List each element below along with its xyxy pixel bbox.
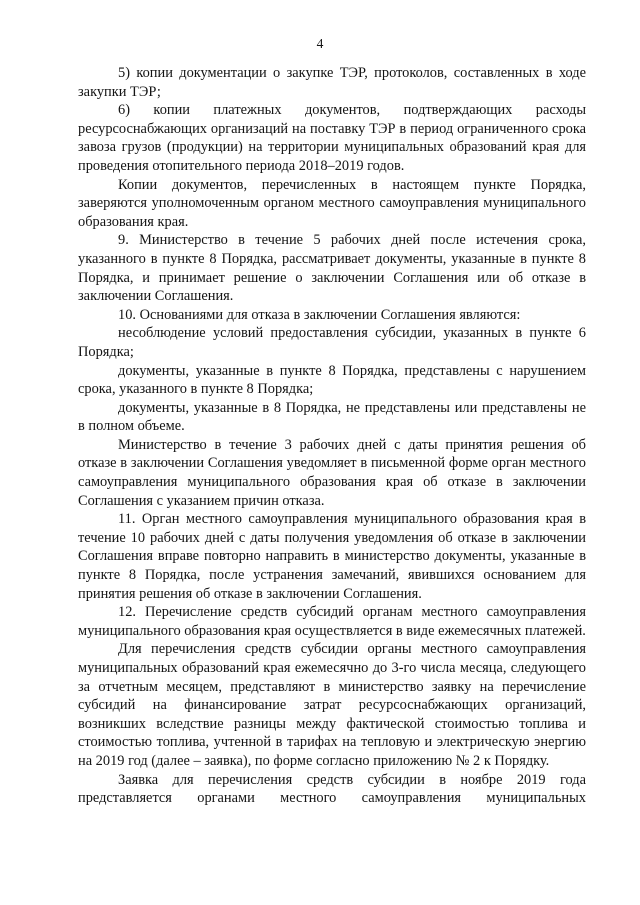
paragraph-refusal-notice: Министерство в течение 3 рабочих дней с даты принятия решения об отказе в заключении Соглашения уведомляет в письменной форме орган местного самоуправления муниципального образования края об отказе в заключении Соглашения с указанием причин отказа. [78, 436, 586, 509]
paragraph-refusal-ground-1: несоблюдение условий предоставления субсидии, указанных в пункте 6 Порядка; [78, 325, 586, 360]
paragraph-november-request: Заявка для перечисления средств субсидии в ноябре 2019 года представляется органами местного самоуправления муниципальных [78, 771, 586, 807]
page-number: 4 [316, 36, 324, 51]
paragraph-clause-10: 10. Основаниями для отказа в заключении Соглашения являются: [118, 306, 521, 323]
document-body [78, 64, 586, 808]
paragraph-refusal-ground-2: документы, указанные в пункте 8 Порядка, представлены с нарушением срока, указанного в пункте 8 Порядка; [78, 362, 586, 398]
paragraph-certification: Копии документов, перечисленных в настоящем пункте Порядка, заверяются уполномоченным органом местного самоуправления муниципального образования края. [78, 176, 586, 230]
paragraph-item-5: 5) копии документации о закупке ТЭР, протоколов, составленных в ходе закупки ТЭР; [78, 65, 586, 100]
paragraph-clause-12: 12. Перечисление средств субсидий органам местного самоуправления муниципального образования края осуществляется в виде ежемесячных платежей. [78, 604, 586, 639]
paragraph-refusal-ground-3: документы, указанные в 8 Порядка, не представлены или представлены не в полном объеме. [78, 399, 586, 435]
paragraph-request-procedure: Для перечисления средств субсидии органы местного самоуправления муниципальных образований края ежемесячно до 3-го числа месяца, следующего за отчетным месяцем, представляют в министерство заявку на перечисление субсидий на финансирование затрат ресурсоснабжающих организаций, возникших вследствие разницы между фактической стоимостью топлива и стоимостью топлива, учтенной в тарифах на тепловую и электрическую энергию на 2019 год (далее – заявка), по форме согласно приложению № 2 к Порядку. [78, 641, 586, 769]
paragraph-item-6: 6) копии платежных документов, подтверждающих расходы ресурсоснабжающих организаций на поставку ТЭР в период ограниченного срока завоза грузов (продукции) на территории муниципальных образований края для проведения отопительного периода 2018–2019 годов. [78, 102, 586, 174]
paragraph-clause-11: 11. Орган местного самоуправления муниципального образования края в течение 10 рабочих дней с даты получения уведомления об отказе в заключении Соглашения вправе повторно направить в министерство документы, указанные в пункте 8 Порядка, после устранения замечаний, явившихся основанием для принятия решения об отказе в заключении Соглашения. [78, 511, 586, 602]
paragraph-clause-9: 9. Министерство в течение 5 рабочих дней после истечения срока, указанного в пункте 8 Порядка, рассматривает документы, указанные в пункте 8 Порядка, и принимает решение о заключении Соглашения или об отказе в заключении Соглашения. [78, 232, 586, 305]
